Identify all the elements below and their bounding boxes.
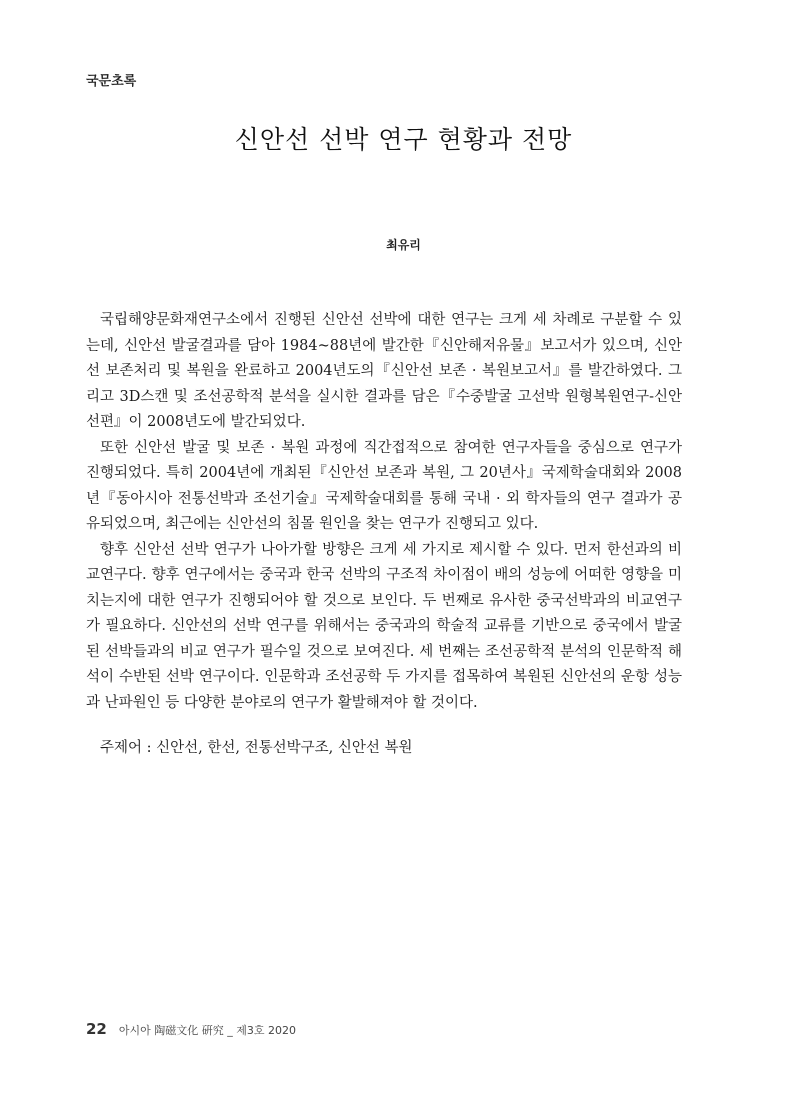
abstract-paragraph: 또한 신안선 발굴 및 보존 · 복원 과정에 직간접적으로 참여한 연구자들을 중심으로 연구가 진행되었다. 특히 2004년에 개최된『신안선 보존과 복원, 그 20년사』국제학술대회와 2008년『동아시아 전통선박과 조선기술』국제학술대회를 통해 국내 · 외 학자들의 연구 결과가 공유되었으며, 최근에는 신안선의 침몰 원인을 찾는 연구가 진행되고 있다. — [86, 439, 682, 532]
keywords-line: 주제어 : 신안선, 한선, 전통선박구조, 신안선 복원 — [100, 740, 413, 756]
page-footer — [86, 1020, 296, 1038]
page-number: 22 — [86, 1020, 107, 1038]
section-label: 국문초록 — [86, 74, 137, 89]
abstract-paragraph: 국립해양문화재연구소에서 진행된 신안선 선박에 대한 연구는 크게 세 차례로 구분할 수 있는데, 신안선 발굴결과를 담아 1984~88년에 발간한『신안해저유물』보고서가 있으며, 신안선 보존처리 및 복원을 완료하고 2004년도의『신안선 보존 · 복원보고서』를 발간하였다. 그리고 3D스캔 및 조선공학적 분석을 실시한 결과를 담은『수중발굴 고선박 원형복원연구-신안선편』이 2008년도에 발간되었다. — [86, 312, 682, 430]
author-name: 최유리 — [386, 238, 421, 252]
abstract-body — [86, 308, 682, 716]
abstract-paragraph: 향후 신안선 선박 연구가 나아가할 방향은 크게 세 가지로 제시할 수 있다. 먼저 한선과의 비교연구다. 향후 연구에서는 중국과 한국 선박의 구조적 차이점이 배의 성능에 어떠한 영향을 미치는지에 대한 연구가 진행되어야 할 것으로 보인다. 두 번째로 유사한 중국선박과의 비교연구가 필요하다. 신안선의 선박 연구를 위해서는 중국과의 학술적 교류를 기반으로 중국에서 발굴된 선박들과의 비교 연구가 필수일 것으로 보여진다. 세 번째는 조선공학적 분석의 인문학적 해석이 수반된 선박 연구이다. 인문학과 조선공학 두 가지를 접목하여 복원된 신안선의 운항 성능과 난파원인 등 다양한 분야로의 연구가 활발해져야 할 것이다. — [86, 541, 682, 711]
article-title: 신안선 선박 연구 현황과 전망 — [234, 125, 573, 154]
journal-info: 아시아 陶磁文化 硏究 _ 제3호 2020 — [118, 1024, 296, 1037]
